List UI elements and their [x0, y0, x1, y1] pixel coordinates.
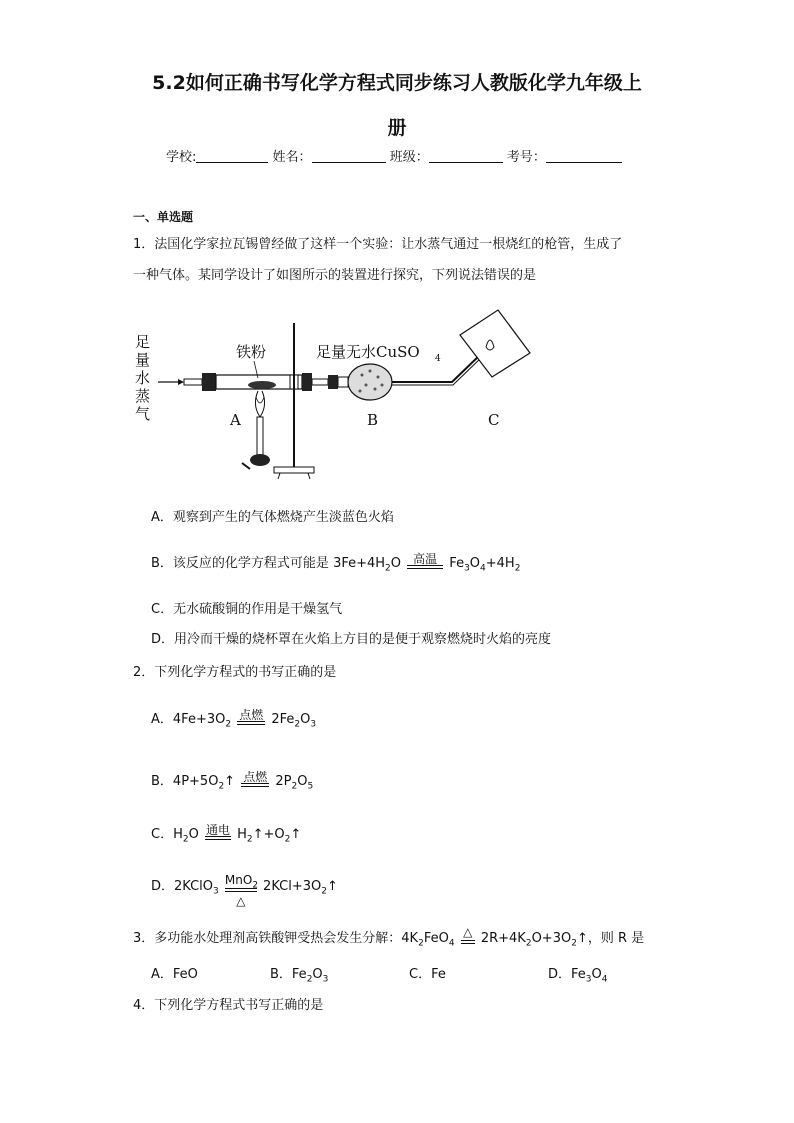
q3-d-text: D．Fe — [548, 967, 586, 982]
stand-base — [274, 467, 314, 473]
q1-b-rhs2: +4H — [485, 556, 515, 571]
sub: 2 — [525, 938, 532, 949]
option-label: B． — [151, 774, 173, 789]
q3-lhs-mid: FeO — [423, 931, 449, 946]
gas-arrow: ↑ — [290, 827, 302, 842]
q2-option-b[interactable] — [151, 770, 313, 792]
inlet-tube — [184, 379, 202, 385]
option-label: C． — [151, 827, 174, 842]
apparatus-diagram — [130, 305, 670, 490]
gas-arrow: ↑ — [224, 774, 236, 789]
reaction-arrow — [237, 708, 265, 725]
sub: 5 — [307, 781, 314, 792]
gas-arrow: ↑ — [576, 931, 588, 946]
q3-rhs: 2R+4K — [480, 931, 526, 946]
catalyst-label: MnO — [224, 873, 253, 887]
q2-c-lhs-end: O — [188, 827, 199, 842]
q3-option-d[interactable] — [548, 963, 607, 985]
page-title: 5.2如何正确书写化学方程式同步练习人教版化学九年级上 — [152, 72, 642, 94]
q3-d-mid: O — [591, 967, 602, 982]
steam-label-4: 蒸 — [135, 387, 151, 405]
left-stopper — [202, 373, 216, 391]
heat-symbol: △ — [236, 894, 246, 908]
q3-rhs-mid: O+3O — [531, 931, 572, 946]
q1-option-b[interactable] — [151, 552, 520, 574]
connector-ab — [312, 379, 328, 385]
reaction-arrow — [241, 770, 269, 787]
sub: 2 — [514, 563, 521, 574]
sub: 2 — [252, 880, 259, 891]
reaction-arrow — [407, 552, 443, 569]
steam-label-1: 足 — [135, 333, 151, 351]
class-field[interactable] — [429, 150, 503, 163]
sub: 3 — [585, 974, 592, 985]
q1-stem-line1: 1．法国化学家拉瓦锡曾经做了这样一个实验：让水蒸气通过一根烧红的枪管，生成了 — [133, 237, 623, 252]
q2-c-lhs: H — [173, 827, 183, 842]
school-label: 学校: — [166, 150, 197, 165]
sub: 2 — [294, 719, 301, 730]
name-field[interactable] — [312, 150, 386, 163]
burner-base — [250, 454, 270, 466]
burner-flame — [255, 391, 264, 417]
q1-b-lhs: 3Fe+4H — [333, 556, 386, 571]
steam-arrow-head — [178, 379, 184, 385]
steam-label-5: 气 — [135, 405, 151, 423]
q3-stem-text: 3．多功能水处理剂高铁酸钾受热会发生分解： — [133, 931, 402, 946]
sub: 2 — [225, 719, 232, 730]
q2-a-rhs: 2Fe — [271, 712, 295, 727]
q3-option-c[interactable]: C．Fe — [409, 967, 446, 982]
reaction-arrow — [224, 873, 259, 908]
cuso4-label: 足量无水CuSO — [316, 343, 420, 361]
school-field[interactable] — [196, 150, 268, 163]
cuso4-subscript: 4 — [435, 354, 441, 364]
q3-option-a[interactable]: A．FeO — [151, 967, 198, 982]
sub: 2 — [418, 938, 424, 949]
apparatus-drawing — [130, 305, 670, 490]
sub: 4 — [480, 563, 486, 574]
cold-beaker-c — [460, 310, 530, 377]
q3-b-mid: O — [312, 967, 323, 982]
sub: 2 — [284, 834, 291, 845]
class-label: 班级： — [389, 150, 429, 165]
q4-stem: 4．下列化学方程式书写正确的是 — [133, 998, 324, 1013]
iron-powder — [248, 381, 276, 389]
q1-option-b-text: B．该反应的化学方程式可能是 — [151, 556, 329, 571]
reaction-arrow — [205, 823, 231, 840]
q3-lhs: 4K — [401, 931, 419, 946]
q2-b-rhs: 2P — [275, 774, 292, 789]
q2-a-rhs-mid: O — [300, 712, 311, 727]
q2-d-lhs: 2KClO — [174, 879, 214, 894]
sub: 3 — [464, 563, 470, 574]
label-a: A — [230, 411, 241, 429]
sub: 2 — [182, 834, 189, 845]
page-title-continued: 册 — [387, 117, 407, 139]
burner-tube — [257, 417, 263, 455]
q2-stem: 2．下列化学方程式的书写正确的是 — [133, 665, 337, 680]
sub: 2 — [218, 781, 225, 792]
q1-b-rhs: Fe — [449, 556, 465, 571]
q3-stem — [133, 927, 644, 949]
sub: 3 — [322, 974, 329, 985]
iron-label: 铁粉 — [236, 343, 267, 361]
gas-arrow: ↑ — [326, 879, 338, 894]
sub: 2 — [385, 563, 391, 574]
q2-b-lhs: 4P+5O — [172, 774, 219, 789]
sub: 3 — [310, 719, 317, 730]
option-label: A． — [151, 712, 173, 727]
q2-option-d[interactable] — [151, 873, 338, 908]
right-stopper-a — [302, 373, 312, 391]
q1-b-rhs-mid: O — [469, 556, 481, 571]
drying-bulb-b — [348, 364, 392, 400]
heat-symbol: △ — [463, 925, 473, 939]
q2-c-rhs2: +O — [263, 827, 285, 842]
q2-option-a[interactable] — [151, 708, 316, 730]
sub: 2 — [246, 834, 253, 845]
q1-b-lhs-end: O — [390, 556, 402, 571]
sub: 2 — [306, 974, 313, 985]
section-heading: 一、单选题 — [133, 210, 194, 224]
label-c: C — [488, 411, 500, 429]
sub: 2 — [291, 781, 298, 792]
sub: 3 — [213, 886, 219, 897]
q2-a-lhs: 4Fe+3O — [172, 712, 226, 727]
q3-stem-suffix: ，则 R 是 — [587, 931, 645, 946]
condition-label: 点燃 — [239, 708, 264, 722]
number-field[interactable] — [546, 150, 622, 163]
condition-label: 通电 — [205, 823, 230, 837]
q2-c-rhs1: H — [237, 827, 247, 842]
name-label: 姓名： — [272, 150, 312, 165]
sub: 2 — [571, 938, 577, 949]
option-label: D． — [151, 879, 175, 894]
q2-d-rhs: 2KCl+3O — [263, 879, 322, 894]
q1-stem-line2: 一种气体。某同学设计了如图所示的装置进行探究，下列说法错误的是 — [133, 268, 537, 283]
q2-option-c[interactable] — [151, 823, 301, 845]
reaction-arrow — [461, 925, 475, 944]
steam-label-3: 水 — [135, 369, 151, 387]
bulb-stopper — [328, 375, 338, 389]
sub: 4 — [448, 938, 455, 949]
q1-option-c[interactable]: C．无水硫酸铜的作用是干燥氢气 — [151, 602, 343, 617]
q1-option-a[interactable]: A．观察到产生的气体燃烧产生淡蓝色火焰 — [151, 510, 394, 525]
q1-option-d[interactable]: D．用冷而干燥的烧杯罩在火焰上方目的是便于观察燃烧时火焰的亮度 — [151, 632, 552, 647]
condition-label: 点燃 — [243, 770, 268, 784]
q3-option-b[interactable] — [270, 963, 328, 985]
sub: 2 — [321, 886, 327, 897]
q2-b-rhs-mid: O — [297, 774, 308, 789]
student-info — [166, 146, 622, 165]
q3-b-text: B．Fe — [270, 967, 307, 982]
steam-label-2: 量 — [135, 351, 151, 369]
number-label: 考号： — [506, 150, 546, 165]
condition-label: 高温 — [413, 552, 438, 566]
sub: 4 — [601, 974, 608, 985]
gas-arrow: ↑ — [252, 827, 264, 842]
label-b: B — [367, 411, 379, 429]
